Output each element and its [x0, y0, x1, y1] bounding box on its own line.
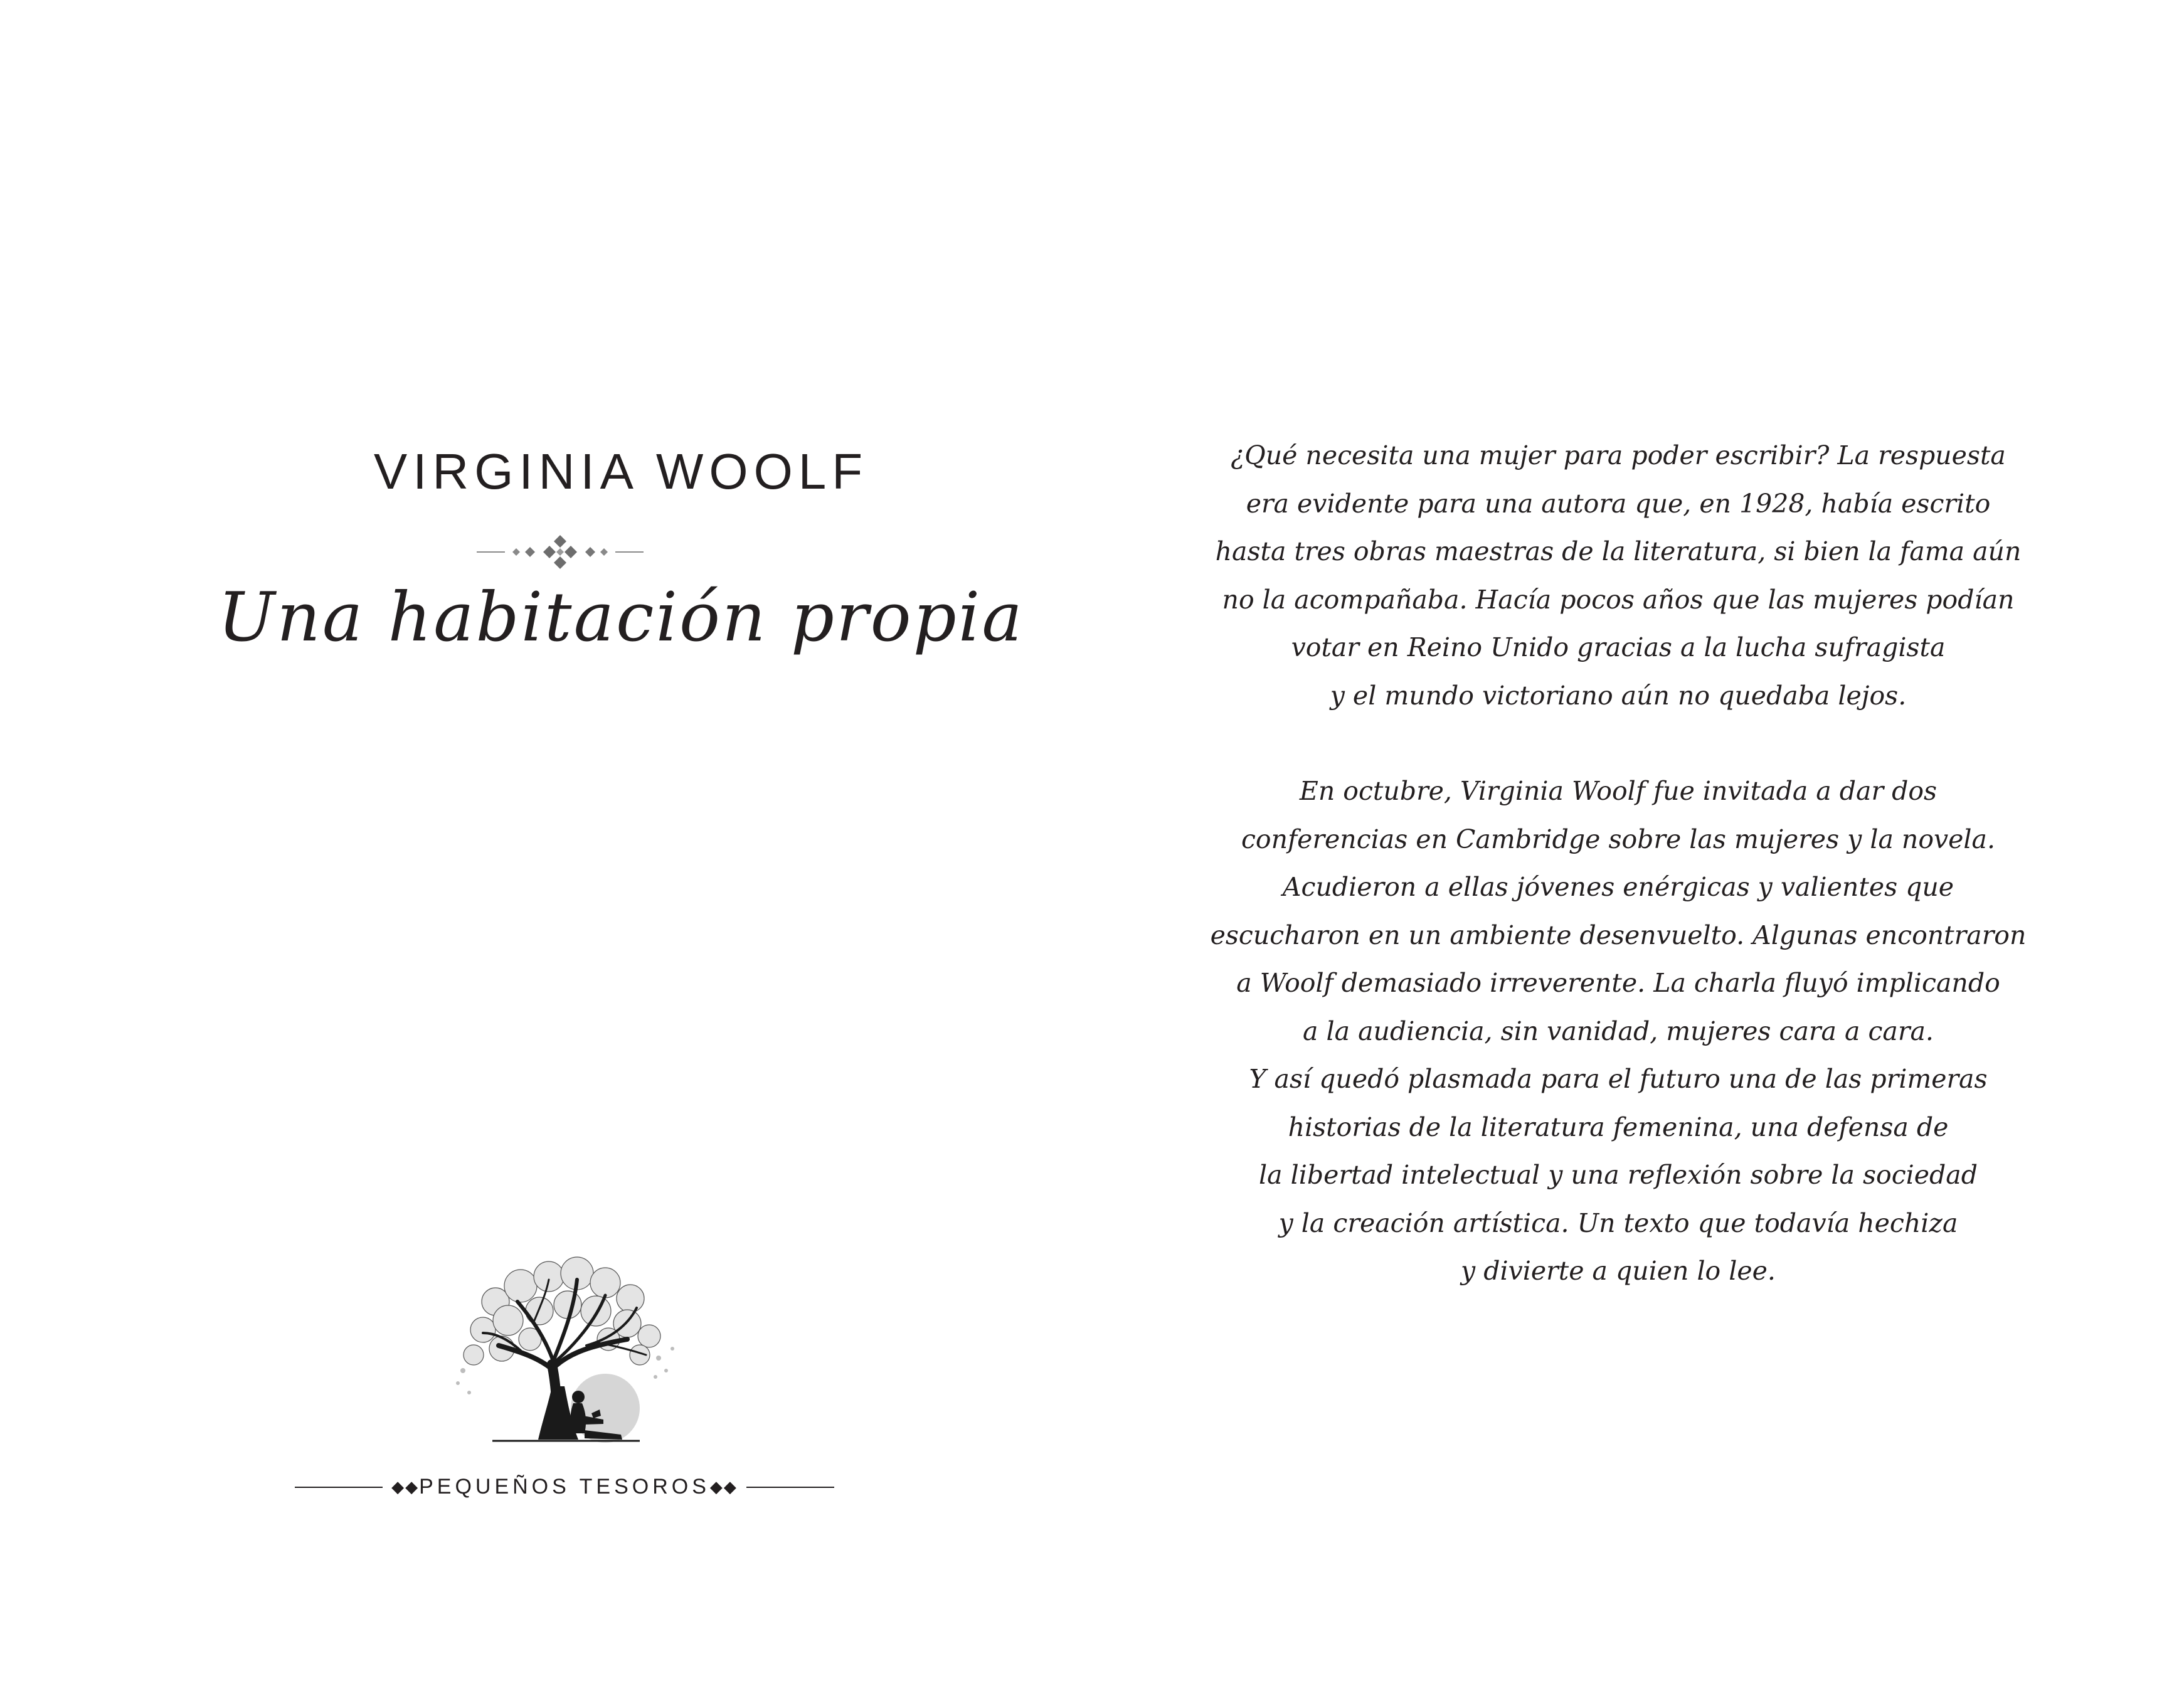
blurb-line: votar en Reino Unido gracias a la lucha sufragista [1291, 632, 1946, 662]
blurb-line: escucharon en un ambiente desenvuelto. Algunas encontraron [1210, 920, 2027, 950]
back-cover-blurb [1179, 432, 2057, 1295]
blurb-line: En octubre, Virginia Woolf fue invitada a dar dos [1299, 776, 1938, 806]
blurb-line: a Woolf demasiado irreverente. La charla fluyó implicando [1236, 968, 2000, 998]
blurb-line: no la acompañaba. Hacía pocos años que las mujeres podían [1222, 584, 2015, 615]
blurb-line: Y así quedó plasmada para el futuro una de las primeras [1249, 1064, 1988, 1094]
collection-title: PEQUEÑOS TESOROS [419, 1475, 710, 1499]
collection-name [389, 1468, 740, 1505]
blurb-line: y divierte a quien lo lee. [1461, 1256, 1776, 1286]
blurb-line: y la creación artística. Un texto que todavía hechiza [1278, 1208, 1958, 1238]
blurb-line: era evidente para una autora que, en 1928, había escrito [1246, 488, 1991, 519]
book-title: Una habitación propia [218, 578, 1024, 657]
blurb-line: y el mundo victoriano aún no quedaba lejos. [1330, 680, 1907, 711]
blurb-paragraph-1 [1179, 432, 2057, 719]
blurb-line: hasta tres obras maestras de la literatura, si bien la fama aún [1215, 536, 2022, 566]
collection-rule-right [746, 1487, 834, 1488]
tree-reader-logo [439, 1251, 690, 1458]
collection-label [295, 1468, 834, 1505]
diamond-ornament-right: ◆◆ [709, 1477, 738, 1496]
diamond-ornament-divider [477, 530, 644, 574]
collection-rule-left [295, 1487, 383, 1488]
blurb-line: a la audiencia, sin vanidad, mujeres cara a cara. [1303, 1016, 1934, 1046]
blurb-line: conferencias en Cambridge sobre las mujeres y la novela. [1241, 824, 1996, 854]
diamond-ornament-left: ◆◆ [391, 1477, 420, 1496]
blurb-line: la libertad intelectual y una reflexión sobre la sociedad [1259, 1160, 1978, 1190]
blurb-line: ¿Qué necesita una mujer para poder escribir? La respuesta [1231, 440, 2006, 470]
author-name: VIRGINIA WOOLF [373, 443, 869, 499]
blurb-paragraph-2 [1179, 767, 2057, 1295]
blurb-line: historias de la literatura femenina, una defensa de [1288, 1112, 1949, 1142]
blurb-line: Acudieron a ellas jóvenes enérgicas y valientes que [1282, 872, 1954, 902]
